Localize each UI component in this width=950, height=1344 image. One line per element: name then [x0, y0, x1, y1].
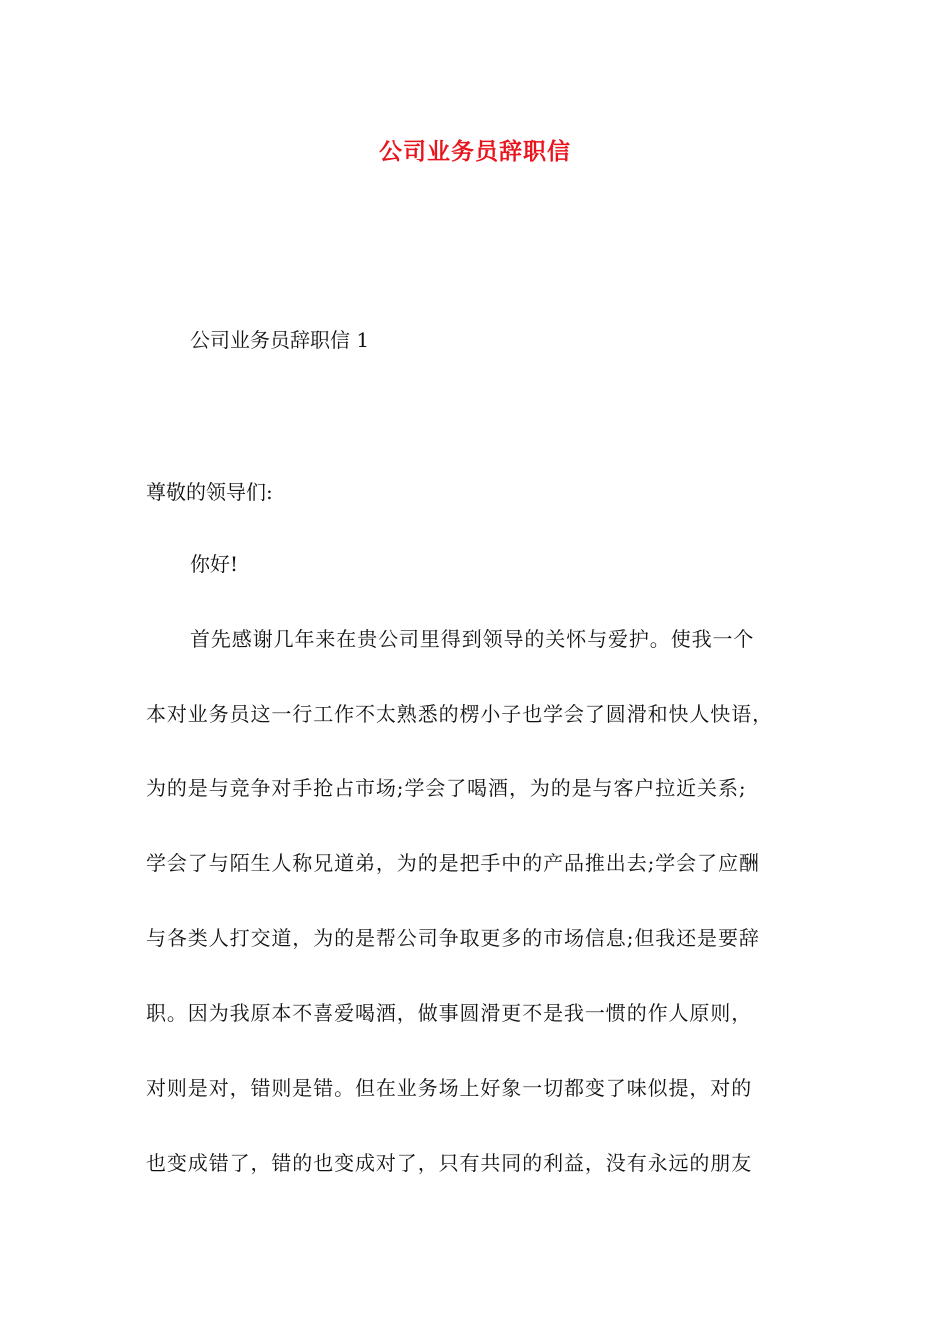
- body-line: 与各类人打交道，为的是帮公司争取更多的市场信息;但我还是要辞: [146, 926, 760, 950]
- letter-heading: 公司业务员辞职信 1: [190, 328, 370, 352]
- body-line: 职。因为我原本不喜爱喝酒，做事圆滑更不是我一惯的作人原则，: [146, 1001, 753, 1025]
- greeting: 你好!: [190, 552, 239, 576]
- body-line: 首先感谢几年来在贵公司里得到领导的关怀与爱护。使我一个: [190, 627, 755, 651]
- body-line: 对则是对，错则是错。但在业务场上好象一切都变了味似提，对的: [146, 1076, 753, 1100]
- body-line: 为的是与竞争对手抢占市场;学会了喝酒，为的是与客户拉近关系;: [146, 776, 747, 800]
- body-line: 也变成错了，错的也变成对了，只有共同的利益，没有永远的朋友: [146, 1151, 753, 1175]
- salutation: 尊敬的领导们:: [146, 480, 273, 504]
- body-line: 本对业务员这一行工作不太熟悉的楞小子也学会了圆滑和快人快语，: [146, 702, 773, 726]
- document-title: 公司业务员辞职信: [379, 138, 571, 165]
- body-line: 学会了与陌生人称兄道弟，为的是把手中的产品推出去;学会了应酬: [146, 851, 760, 875]
